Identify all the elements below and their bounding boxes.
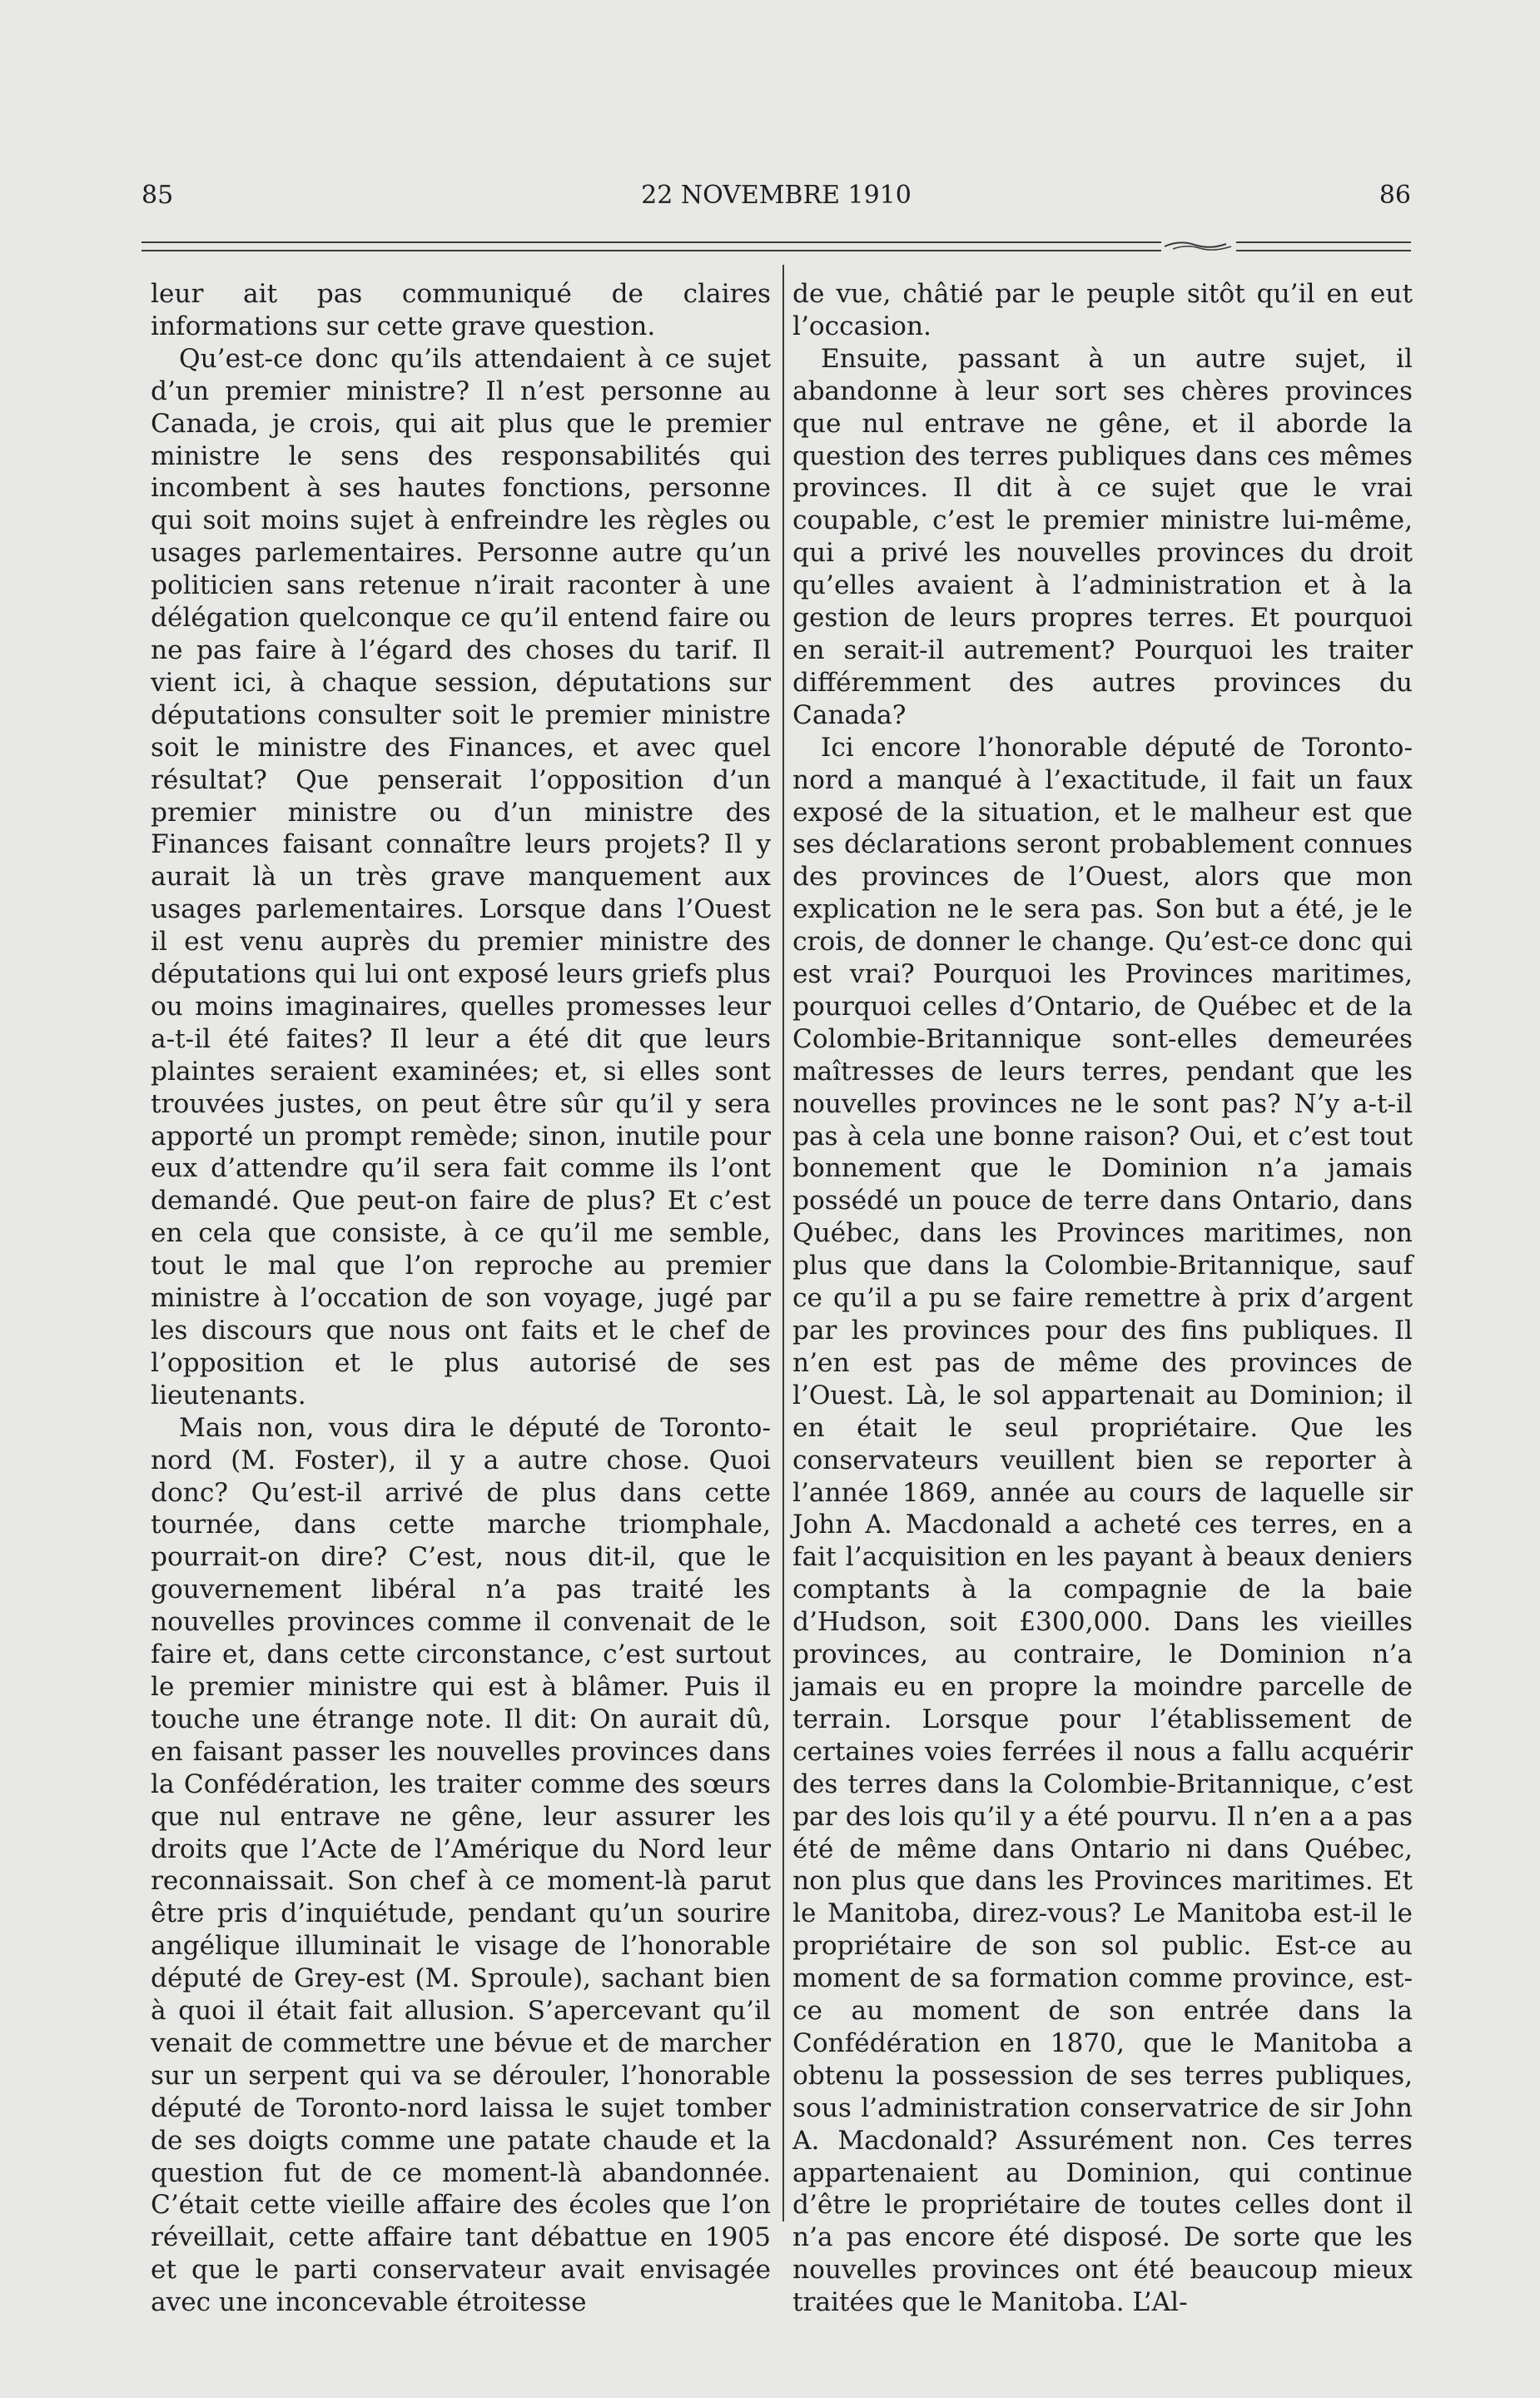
paragraph: de vue, châtié par le peuple sitôt qu’il en eut l’occasion.: [792, 279, 1413, 341]
column-divider: [782, 265, 784, 2221]
page-header: [142, 179, 1411, 212]
page-number-right: 86: [1379, 181, 1411, 210]
running-title: 22 NOVEMBRE 1910: [641, 181, 912, 210]
page-number-left: 85: [142, 181, 174, 210]
right-column: [792, 278, 1413, 2319]
paragraph: Ensuite, passant à un autre sujet, il abandonne à leur sort ses chères provinces que nul entrave ne gêne, et il aborde la question des terres publiques dans ces mêmes provinces. Il dit à ce sujet que le vrai coupable, c’est le premier ministre lui-même, qui a privé les nouvelles provinces du droit qu’elles avaient à l’administration et à la gestion de leurs propres terres. Et pourquoi en serait-il autrement? Pourquoi les traiter différemment des autres provinces du Canada?: [792, 343, 1413, 730]
paragraph: Ici encore l’honorable député de Toronto-nord a manqué à l’exactitude, il fait un faux exposé de la situation, et le malheur est que ses déclarations seront probablement connues des provinces de l’Ouest, alors que mon explication ne le sera pas. Son but a été, je le crois, de donner le change. Qu’est-ce donc qui est vrai? Pourquoi les Provinces maritimes, pourquoi celles d’Ontario, de Québec et de la Colombie-Britannique sont-elles demeurées maîtresses de leurs terres, pendant que les nouvelles provinces ne le sont pas? N’y a-t-il pas à cela une bonne raison? Oui, et c’est tout bonnement que le Dominion n’a jamais possédé un pouce de terre dans Ontario, dans Québec, dans les Provinces maritimes, non plus que dans la Colombie-Britannique, sauf ce qu’il a pu se faire remettre à prix d’argent par les provinces pour des fins publiques. Il n’en est pas de même des provinces de l’Ouest. Là, le sol appartenait au Dominion; il en était le seul propriétaire. Que les conservateurs veuillent bien se reporter à l’année 1869, année au cours de laquelle sir John A. Macdonald a acheté ces terres, en a fait l’acquisition en les payant à beaux deniers comptants à la compagnie de la baie d’Hudson, soit £300,000. Dans les vieilles provinces, au contraire, le Dominion n’a jamais eu en propre la moindre parcelle de terrain. Lorsque pour l’établissement de certaines voies ferrées il nous a fallu acquérir des terres dans la Colombie-Britannique, c’est par des lois qu’il y a été pourvu. Il n’en a a pas été de même dans Ontario ni dans Québec, non plus que dans les Provinces maritimes. Et le Manitoba, direz-vous? Le Manitoba est-il le propriétaire de son sol public. Est-ce au moment de sa formation comme province, est-ce au moment de son entrée dans la Confédération en 1870, que le Manitoba a obtenu la possession de ses terres publiques, sous l’administration conservatrice de sir John A. Macdonald? Assurément non. Ces terres appartenaient au Dominion, qui continue d’être le propriétaire de toutes celles dont il n’a pas encore été disposé. De sorte que les nouvelles provinces ont été beaucoup mieux traitées que le Manitoba. L’Al-: [792, 732, 1413, 2318]
paragraph: Mais non, vous dira le député de Toronto-nord (M. Foster), il y a autre chose. Quoi donc? Qu’est-il arrivé de plus dans cette tournée, dans cette marche triomphale, pourrait-on dire? C’est, nous dit-il, que le gouvernement libéral n’a pas traité les nouvelles provinces comme il convenait de le faire et, dans cette circonstance, c’est surtout le premier ministre qui est à blâmer. Puis il touche une étrange note. Il dit: On aurait dû, en faisant passer les nouvelles provinces dans la Confédération, les traiter comme des sœurs que nul entrave ne gêne, leur assurer les droits que l’Acte de l’Amérique du Nord leur reconnaissait. Son chef à ce moment-là parut être pris d’inquiétude, pendant qu’un sourire angélique illuminait le visage de l’honorable député de Grey-est (M. Sproule), sachant bien à quoi il était fait allusion. S’apercevant qu’il venait de commettre une bévue et de marcher sur un serpent qui va se dérouler, l’honorable député de Toronto-nord laissa le sujet tomber de ses doigts comme une patate chaude et la question fut de ce moment-là abandonnée. C’était cette vieille affaire des écoles que l’on réveillait, cette affaire tant débattue en 1905 et que le parti conservateur avait envisagée avec une inconcevable étroitesse: [151, 1412, 771, 2318]
paragraph: leur ait pas communiqué de claires informations sur cette grave question.: [151, 279, 771, 341]
ornament-icon: [1161, 236, 1236, 253]
paragraph: Qu’est-ce donc qu’ils attendaient à ce sujet d’un premier ministre? Il n’est personne au Canada, je crois, qui ait plus que le premier ministre le sens des responsabilités qui incombent à ses hautes fonctions, personne qui soit moins sujet à enfreindre les règles ou usages parlementaires. Personne autre qu’un politicien sans retenue n’irait raconter à une délégation quelconque ce qu’il entend faire ou ne pas faire à l’égard des choses du tarif. Il vient ici, à chaque session, députations sur députations consulter soit le premier ministre soit le ministre des Finances, et avec quel résultat? Que penserait l’opposition d’un premier ministre ou d’un ministre des Finances faisant connaître leurs projets? Il y aurait là un très grave manquement aux usages parlementaires. Lorsque dans l’Ouest il est venu auprès du premier ministre des députations qui lui ont exposé leurs griefs plus ou moins imaginaires, quelles promesses leur a-t-il été faites? Il leur a été dit que leurs plaintes seraient examinées; et, si elles sont trouvées justes, on peut être sûr qu’il y sera apporté un prompt remède; sinon, inutile pour eux d’attendre qu’il sera fait comme ils l’ont demandé. Que peut-on faire de plus? Et c’est en cela que consiste, à ce qu’il me semble, tout le mal que l’on reproche au premier ministre à l’occation de son voyage, jugé par les discours que nous ont faits et le chef de l’opposition et le plus autorisé de ses lieutenants.: [151, 343, 771, 1410]
left-column: [151, 278, 771, 2319]
